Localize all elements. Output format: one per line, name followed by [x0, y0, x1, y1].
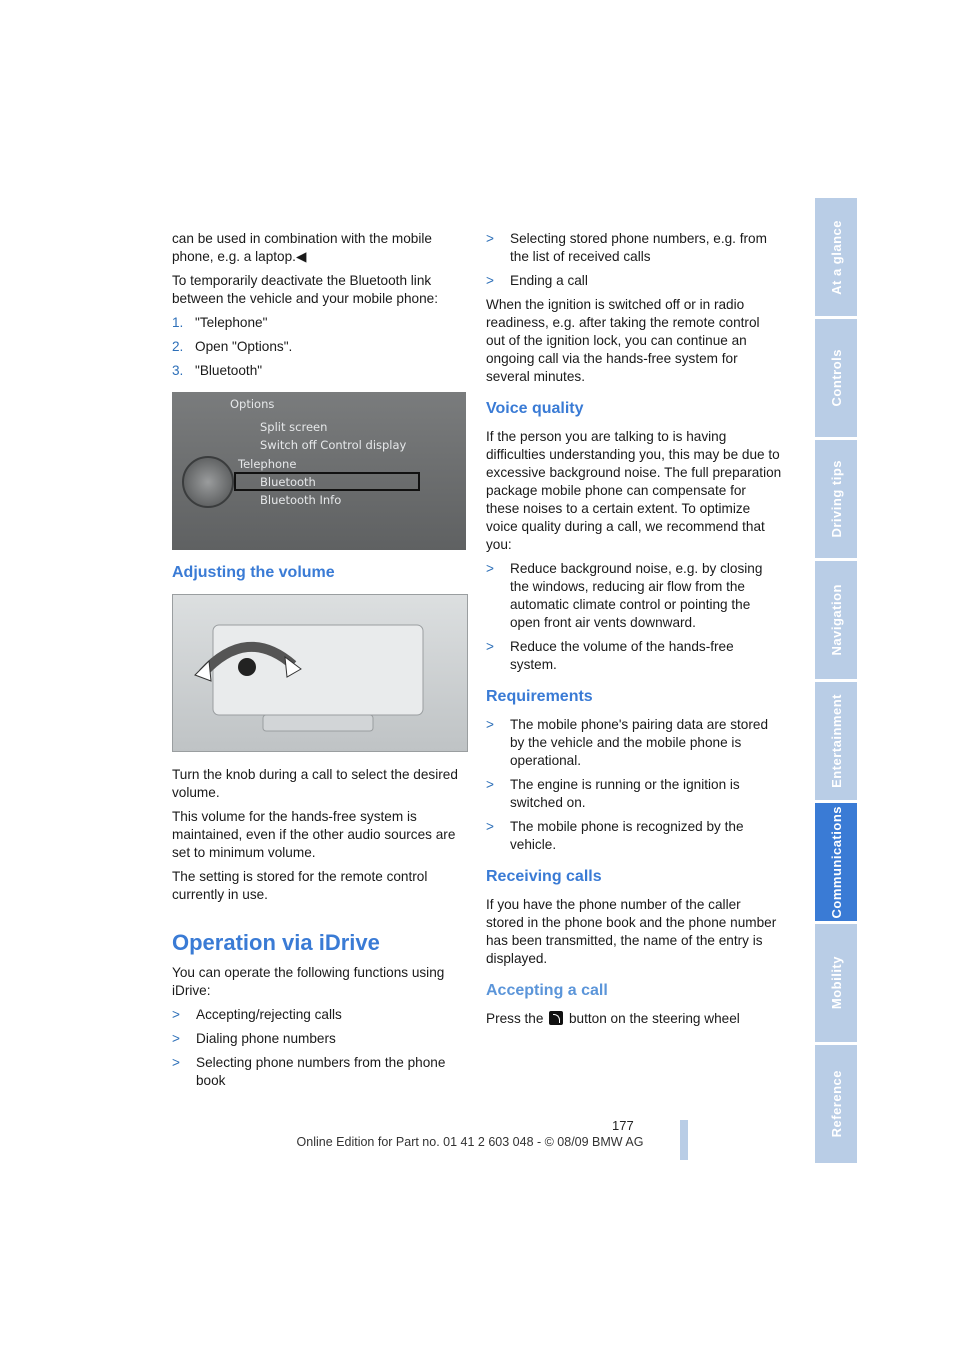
footer-edition: Online Edition for Part no. 01 41 2 603 048 - © 08/09 BMW AG — [296, 1135, 644, 1149]
page-number: 177 — [612, 1118, 634, 1133]
bullet-marker: > — [486, 273, 494, 288]
list-item-text: The mobile phone is recognized by the vehicle. — [510, 819, 744, 852]
bullet-marker: > — [486, 777, 494, 792]
chapter-sidebar — [815, 198, 857, 1166]
menu-line-bluetooth-info: Bluetooth Info — [260, 493, 342, 507]
intro-paragraph-1: can be used in combination with the mobile phone, e.g. a laptop.◀ — [172, 231, 432, 264]
section-heading-voice-quality: Voice quality — [486, 400, 584, 417]
list-item-text: The engine is running or the ignition is switched on. — [510, 777, 740, 810]
list-item — [486, 818, 782, 854]
step-item — [172, 314, 468, 332]
phone-button-icon — [549, 1011, 563, 1025]
list-item-text: Accepting/rejecting calls — [196, 1007, 342, 1022]
step-text: "Bluetooth" — [195, 363, 263, 378]
sidebar-tab-label: Controls — [828, 349, 844, 407]
sidebar-tab-reference[interactable] — [815, 1045, 857, 1163]
sidebar-tab-communications[interactable] — [815, 803, 857, 921]
step-text: "Telephone" — [195, 315, 268, 330]
list-item-text: Dialing phone numbers — [196, 1031, 336, 1046]
list-item — [172, 1030, 468, 1048]
bullet-marker: > — [486, 639, 494, 654]
bullet-marker: > — [486, 717, 494, 732]
list-item-text: Reduce the volume of the hands-free system. — [510, 639, 734, 672]
section-heading-receiving-calls: Receiving calls — [486, 868, 602, 885]
list-item — [486, 776, 782, 812]
sidebar-tab-label: Navigation — [828, 584, 844, 656]
list-item-text: The mobile phone's pairing data are stored by the vehicle and the mobile phone is operational. — [510, 717, 769, 768]
sidebar-tab-at-a-glance[interactable] — [815, 198, 857, 316]
section-heading-volume: Adjusting the volume — [172, 564, 335, 581]
menu-line-switch-off: Switch off Control display — [260, 438, 407, 452]
section-heading-requirements: Requirements — [486, 688, 593, 705]
step-item — [172, 362, 468, 380]
controller-knob-image — [182, 456, 234, 508]
options-header: Options — [230, 397, 275, 411]
list-item — [486, 560, 782, 632]
bullet-marker: > — [486, 231, 494, 246]
sidebar-tab-label: Driving tips — [828, 460, 844, 538]
accept-text-before: Press the — [486, 1011, 544, 1026]
list-item — [486, 716, 782, 770]
bullet-marker: > — [486, 819, 494, 834]
bullet-marker: > — [486, 561, 494, 576]
options-menu-figure — [172, 392, 466, 550]
sidebar-tab-label: Reference — [828, 1070, 844, 1138]
step-item — [172, 338, 468, 356]
list-item — [172, 1006, 468, 1024]
left-column — [172, 230, 468, 1096]
right-column — [486, 230, 782, 1034]
intro-paragraph-2: To temporarily deactivate the Bluetooth link between the vehicle and your mobile phone: — [172, 273, 439, 306]
volume-paragraph-2: This volume for the hands-free system is maintained, even if the other audio sources are set to minimum volume. — [172, 809, 456, 860]
list-item-text: Ending a call — [510, 273, 588, 288]
step-number: 3. — [172, 363, 184, 378]
voice-paragraph: If the person you are talking to is having difficulties understanding you, this may be due to excessive background noise. The full preparation package mobile phone can compensate for these noises to a certain extent. To optimize voice quality during a call, we recommend that you: — [486, 429, 782, 552]
menu-line-telephone: Telephone — [238, 457, 297, 471]
sidebar-tab-mobility[interactable] — [815, 924, 857, 1042]
list-item — [172, 1054, 468, 1090]
list-item — [486, 272, 782, 290]
sidebar-tab-label: Communications — [828, 805, 844, 919]
accept-paragraph — [486, 1010, 782, 1028]
volume-paragraph-1: Turn the knob during a call to select the desired volume. — [172, 767, 458, 800]
ignition-paragraph: When the ignition is switched off or in radio readiness, e.g. after taking the remote control out of the ignition lock, you can continue an ongoing call via the hands-free system for several minutes. — [486, 297, 760, 384]
receiving-paragraph: If you have the phone number of the caller stored in the phone book and the phone number has been transmitted, the name of the entry is displayed. — [486, 897, 777, 966]
bullet-marker: > — [172, 1031, 180, 1046]
sidebar-tab-label: Mobility — [828, 956, 844, 1010]
step-text: Open "Options". — [195, 339, 293, 354]
list-item-text: Reduce background noise, e.g. by closing the windows, reducing air flow from the automatic climate control or pointing the open front air vents downward. — [510, 561, 763, 630]
menu-line-split-screen: Split screen — [260, 420, 328, 434]
list-item — [486, 230, 782, 266]
sidebar-tab-controls[interactable] — [815, 319, 857, 437]
radio-knob-figure — [172, 594, 468, 752]
sidebar-tab-label: Entertainment — [828, 694, 844, 788]
sidebar-tab-navigation[interactable] — [815, 561, 857, 679]
knob-rotation-illustration — [173, 595, 467, 751]
section-heading-accepting-call: Accepting a call — [486, 982, 608, 999]
volume-paragraph-3: The setting is stored for the remote control currently in use. — [172, 869, 428, 902]
step-number: 1. — [172, 315, 184, 330]
list-item-text: Selecting phone numbers from the phone book — [196, 1055, 446, 1088]
accept-text-after: button on the steering wheel — [568, 1011, 740, 1026]
bullet-marker: > — [172, 1007, 180, 1022]
sidebar-tab-entertainment[interactable] — [815, 682, 857, 800]
menu-line-bluetooth: Bluetooth — [260, 475, 316, 489]
section-heading-idrive: Operation via iDrive — [172, 930, 380, 955]
list-item — [486, 638, 782, 674]
sidebar-tab-driving-tips[interactable] — [815, 440, 857, 558]
idrive-paragraph: You can operate the following functions using iDrive: — [172, 965, 445, 998]
sidebar-tab-label: At a glance — [828, 219, 844, 295]
list-item-text: Selecting stored phone numbers, e.g. from the list of received calls — [510, 231, 767, 264]
bullet-marker: > — [172, 1055, 180, 1070]
step-number: 2. — [172, 339, 184, 354]
